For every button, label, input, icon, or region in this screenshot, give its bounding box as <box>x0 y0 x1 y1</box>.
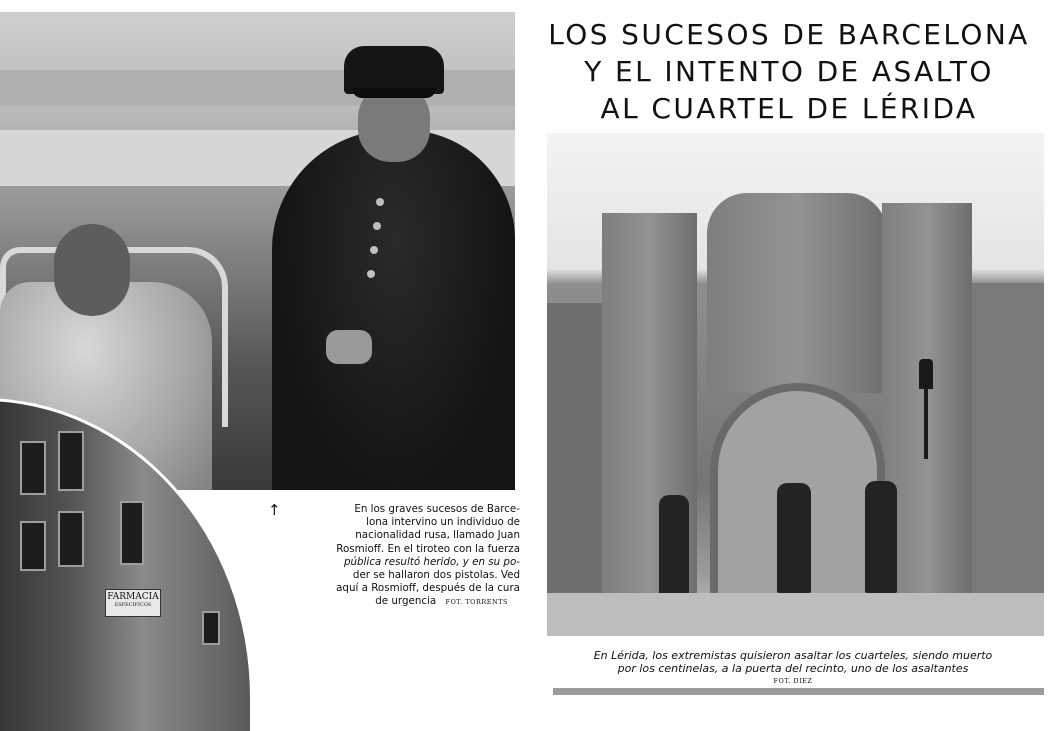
caption-line: nacionalidad rusa, llamado Juan <box>355 529 520 542</box>
caption-line: lona intervino un individuo de <box>366 516 520 529</box>
sentry-right <box>865 481 897 593</box>
caption-line: der se hallaron dos pistolas. Ved <box>352 569 520 582</box>
headline-line: LOS SUCESOS DE BARCELONA <box>548 18 1030 51</box>
caption-line: pública resultó herido, y en su po- <box>343 555 520 568</box>
caption-line: En los graves sucesos de Barce- <box>354 503 520 515</box>
pharmacy-sign-subtitle: ESPECIFICOS <box>114 602 152 608</box>
caption-line: En Lérida, los extremistas quisieron asaltar los cuarteles, siendo muerto <box>593 649 993 662</box>
sentry-center <box>777 483 811 593</box>
headline-line: AL CUARTEL DE LÉRIDA <box>600 92 978 125</box>
caption-line: aquí a Rosmioff, después de la cura <box>336 582 520 595</box>
sentry-left <box>659 495 689 595</box>
gate-crest-wall <box>707 193 887 393</box>
caption-line: por los centinelas, a la puerta del recinto, uno de los asaltantes <box>617 662 969 675</box>
up-arrow-icon: ↑ <box>268 501 281 519</box>
photo-barracks-gate <box>547 133 1044 636</box>
pharmacy-sign-title: FARMACIA <box>107 592 159 602</box>
photo-credit: FOT. DIEZ <box>773 677 813 685</box>
caption-line: de urgencia <box>375 595 437 608</box>
right-photo-caption <box>534 649 1052 675</box>
guard-cape <box>272 130 515 490</box>
street-lamp-icon <box>919 359 933 389</box>
photo-credit: FOT. TORRENTS <box>445 598 508 607</box>
pharmacy-sign <box>105 589 161 617</box>
caption-last-line <box>268 595 520 609</box>
caption-line: Rosmioff. En el tiroteo con la fuerza <box>336 542 520 555</box>
wounded-man-head <box>54 224 130 316</box>
guard-cap <box>344 46 444 94</box>
left-photo-caption <box>268 503 520 610</box>
page-title <box>530 16 1048 127</box>
headline-line: Y EL INTENTO DE ASALTO <box>584 55 994 88</box>
guard-hands <box>326 330 372 364</box>
photo-next-partial <box>553 688 1044 695</box>
